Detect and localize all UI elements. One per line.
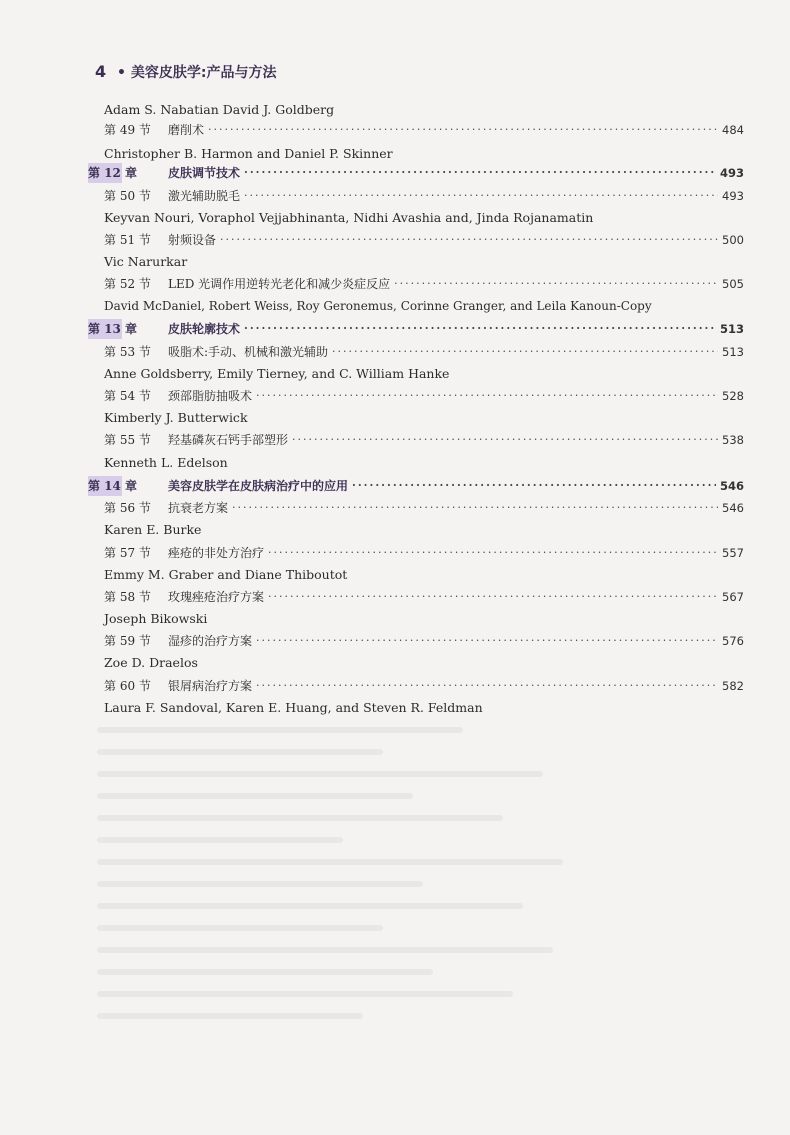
leader-dots <box>208 120 718 140</box>
page-ref: 505 <box>722 277 744 291</box>
leader-dots <box>232 498 718 518</box>
chapter-number: 第 12 章 <box>88 166 138 180</box>
section-number: 第 54 节 <box>104 389 151 403</box>
section-number: 第 60 节 <box>104 679 151 693</box>
section-title: 羟基磷灰石钙手部塑形 <box>168 433 289 447</box>
page-ref: 567 <box>722 590 744 604</box>
toc-section-49[interactable] <box>104 120 744 140</box>
leader-dots <box>256 386 718 406</box>
chapter-title: 美容皮肤学在皮肤病治疗中的应用 <box>168 479 349 493</box>
author-line: Emmy M. Graber and Diane Thiboutot <box>104 567 348 582</box>
section-number: 第 56 节 <box>104 501 151 515</box>
toc-section-50[interactable] <box>104 186 744 206</box>
page-ref: 493 <box>722 189 744 203</box>
author-line: Zoe D. Draelos <box>104 655 198 670</box>
toc-section-51[interactable] <box>104 230 744 250</box>
author-line: Joseph Bikowski <box>104 611 208 626</box>
author-line: Laura F. Sandoval, Karen E. Huang, and Steven R. Feldman <box>104 700 483 715</box>
page-ref: 500 <box>722 233 744 247</box>
section-title: 银屑病治疗方案 <box>168 679 253 693</box>
leader-dots <box>332 342 718 362</box>
leader-dots <box>244 163 716 183</box>
section-title: 湿疹的治疗方案 <box>168 634 253 648</box>
leader-dots <box>220 230 718 250</box>
page-ref: 576 <box>722 634 744 648</box>
chapter-title: 皮肤轮廓技术 <box>168 322 241 336</box>
chapter-number: 第 13 章 <box>88 322 138 336</box>
page-ref: 557 <box>722 546 744 560</box>
section-title: 玫瑰痤疮治疗方案 <box>168 590 265 604</box>
page-ref: 513 <box>722 345 744 359</box>
section-number: 第 51 节 <box>104 233 151 247</box>
author-line: Anne Goldsberry, Emily Tierney, and C. William Hanke <box>104 366 450 381</box>
toc-section-56[interactable] <box>104 498 744 518</box>
author-line: Keyvan Nouri, Voraphol Vejjabhinanta, Nidhi Avashia and, Jinda Rojanamatin <box>104 210 594 225</box>
section-title: LED 光调作用逆转光老化和减少炎症反应 <box>168 277 391 291</box>
author-line: David McDaniel, Robert Weiss, Roy Geronemus, Corinne Granger, and Leila Kanoun-Copy <box>104 299 652 313</box>
author-line: Kenneth L. Edelson <box>104 455 228 470</box>
chapter-number: 第 14 章 <box>88 479 138 493</box>
leader-dots <box>268 543 718 563</box>
book-title: 美容皮肤学:产品与方法 <box>130 65 277 81</box>
toc-section-55[interactable] <box>104 430 744 450</box>
leader-dots <box>292 430 718 450</box>
chapter-title: 皮肤调节技术 <box>168 166 241 180</box>
page-ref: 546 <box>719 479 744 493</box>
section-number: 第 49 节 <box>104 123 151 137</box>
leader-dots <box>268 587 718 607</box>
show-through-texture <box>80 720 780 1060</box>
running-header <box>95 62 276 82</box>
section-number: 第 52 节 <box>104 277 151 291</box>
page-ref: 582 <box>722 679 744 693</box>
section-title: 射频设备 <box>168 233 217 247</box>
section-number: 第 57 节 <box>104 546 151 560</box>
section-title: 痤疮的非处方治疗 <box>168 546 265 560</box>
author-line: Karen E. Burke <box>104 522 202 537</box>
leader-dots <box>256 676 718 696</box>
author-line: Vic Narurkar <box>104 254 188 269</box>
leader-dots <box>352 476 716 496</box>
toc-section-58[interactable] <box>104 587 744 607</box>
toc-section-57[interactable] <box>104 543 744 563</box>
toc-section-60[interactable] <box>104 676 744 696</box>
leader-dots <box>256 631 718 651</box>
page-ref: 513 <box>719 322 744 336</box>
page-ref: 528 <box>722 389 744 403</box>
leader-dots <box>244 186 718 206</box>
toc-chapter-12[interactable] <box>88 163 744 183</box>
author-line: Adam S. Nabatian David J. Goldberg <box>104 102 335 117</box>
toc-section-52[interactable] <box>104 274 744 294</box>
page-ref: 546 <box>722 501 744 515</box>
section-title: 抗衰老方案 <box>168 501 229 515</box>
page-ref: 538 <box>722 433 744 447</box>
toc-section-53[interactable] <box>104 342 744 362</box>
leader-dots <box>244 319 716 339</box>
page-number: 4 <box>95 62 107 81</box>
section-title: 吸脂术:手动、机械和激光辅助 <box>168 345 329 359</box>
section-number: 第 58 节 <box>104 590 151 604</box>
author-line: Kimberly J. Butterwick <box>104 410 248 425</box>
toc-chapter-13[interactable] <box>88 319 744 339</box>
section-title: 颈部脂肪抽吸术 <box>168 389 253 403</box>
leader-dots <box>394 274 718 294</box>
toc-chapter-14[interactable] <box>88 476 744 496</box>
toc-section-54[interactable] <box>104 386 744 406</box>
section-number: 第 59 节 <box>104 634 151 648</box>
header-bullet: • <box>117 65 126 81</box>
section-number: 第 53 节 <box>104 345 151 359</box>
toc-section-59[interactable] <box>104 631 744 651</box>
author-line: Christopher B. Harmon and Daniel P. Skinner <box>104 146 393 161</box>
section-number: 第 55 节 <box>104 433 151 447</box>
page-ref: 484 <box>722 123 744 137</box>
section-title: 激光辅助脱毛 <box>168 189 241 203</box>
page-ref: 493 <box>719 166 744 180</box>
section-number: 第 50 节 <box>104 189 151 203</box>
section-title: 磨削术 <box>168 123 205 137</box>
